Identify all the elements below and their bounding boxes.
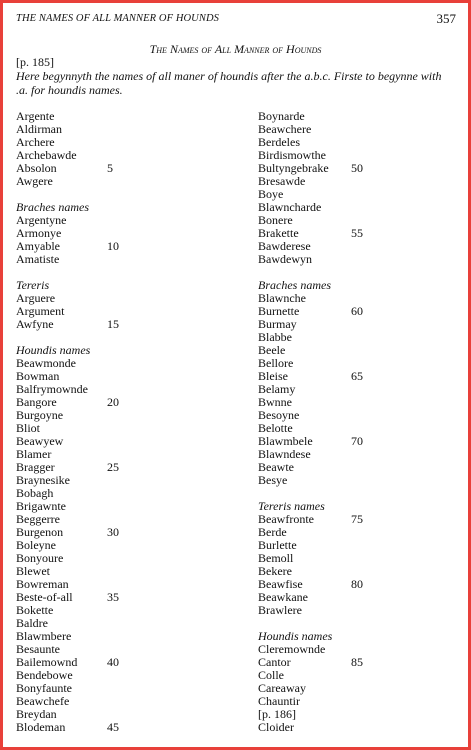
item-text: Blabbe (258, 330, 292, 344)
line-number: 50 (351, 161, 363, 175)
page-reference: [p. 185] (16, 55, 54, 69)
item-text: Amyable (16, 239, 60, 253)
list-item (258, 253, 332, 266)
item-text: Breydan (16, 707, 57, 721)
item-text: Bresawde (258, 174, 306, 188)
item-text: Bultyngebrake (258, 161, 329, 175)
item-text: Bonere (258, 213, 293, 227)
item-text: Besoyne (258, 408, 300, 422)
item-text: Baldre (16, 616, 48, 630)
item-text: Berdeles (258, 135, 300, 149)
item-text: Argente (16, 109, 55, 123)
item-text: Braches names (16, 200, 89, 214)
line-number: 75 (351, 512, 363, 526)
item-text: Beele (258, 343, 286, 357)
item-text: Colle (258, 668, 284, 682)
item-text: Beste-of-all (16, 590, 73, 604)
item-text: Argentyne (16, 213, 67, 227)
item-text: Houndis names (258, 629, 333, 643)
item-text: Beawchefe (16, 694, 70, 708)
right-column (258, 109, 363, 734)
item-text: Blawncharde (258, 200, 322, 214)
line-number: 30 (107, 525, 119, 539)
line-number: 15 (107, 317, 119, 331)
item-text: Birdismowthe (258, 148, 326, 162)
item-text: Brawlere (258, 603, 302, 617)
item-text: Blewet (16, 564, 50, 578)
line-number: 65 (351, 369, 363, 383)
line-number: 25 (107, 460, 119, 474)
item-text: Belotte (258, 421, 293, 435)
item-text: Blawmbere (16, 629, 72, 643)
item-text: Aldirman (16, 122, 62, 136)
item-text: Blawnche (258, 291, 306, 305)
item-text: Bobagh (16, 486, 54, 500)
line-number: 20 (107, 395, 119, 409)
item-text: Bellore (258, 356, 294, 370)
intro-paragraph: Here begynnyth the names of all maner of houndis after the a.b.c. Firste to begynne with .a. for houndis names. (16, 69, 442, 97)
list-item (16, 175, 90, 188)
item-text: Burnette (258, 304, 300, 318)
item-text: Bowreman (16, 577, 69, 591)
item-text: Blamer (16, 447, 52, 461)
item-text: Brigawnte (16, 499, 66, 513)
item-text: Blodeman (16, 720, 66, 734)
list-item (16, 317, 119, 331)
item-text: Bragger (16, 460, 55, 474)
item-text: Burmay (258, 317, 297, 331)
item-text: Besye (258, 473, 288, 487)
item-text: Bawdewyn (258, 252, 312, 266)
line-number: 70 (351, 434, 363, 448)
item-text: Arguere (16, 291, 56, 305)
item-text: Beawkane (258, 590, 308, 604)
item-text: Careaway (258, 681, 306, 695)
list-item (258, 604, 332, 617)
line-number: 55 (351, 226, 363, 240)
item-text: Argument (16, 304, 65, 318)
item-text: Bendebowe (16, 668, 73, 682)
page-number: 357 (436, 11, 456, 26)
item-text: Amatiste (16, 252, 60, 266)
line-number: 35 (107, 590, 119, 604)
item-text: Beawmonde (16, 356, 76, 370)
item-text: Tereris (16, 278, 50, 292)
item-text: [p. 186] (258, 707, 296, 721)
item-text: Beawfise (258, 577, 303, 591)
item-text: Armonye (16, 226, 62, 240)
item-text: Burlette (258, 538, 297, 552)
list-item (258, 721, 332, 734)
item-text: Chauntir (258, 694, 300, 708)
item-text: Beawchere (258, 122, 312, 136)
item-text: Beggerre (16, 512, 60, 526)
item-text: Berde (258, 525, 287, 539)
list-item (16, 720, 119, 734)
item-text: Beawyew (16, 434, 64, 448)
item-text: Braynesike (16, 473, 70, 487)
item-text: Bemoll (258, 551, 294, 565)
item-text: Cleremownde (258, 642, 326, 656)
item-text: Beawte (258, 460, 294, 474)
line-number: 80 (351, 577, 363, 591)
item-text: Bowman (16, 369, 60, 383)
item-text: Besaunte (16, 642, 60, 656)
item-text: Boye (258, 187, 284, 201)
item-text: Bliot (16, 421, 41, 435)
line-number: 60 (351, 304, 363, 318)
line-number: 40 (107, 655, 119, 669)
item-text: Belamy (258, 382, 296, 396)
item-text: Absolon (16, 161, 57, 175)
item-text: Boynarde (258, 109, 305, 123)
item-text: Houndis names (16, 343, 91, 357)
item-text: Archebawde (16, 148, 77, 162)
running-head: THE NAMES OF ALL MANNER OF HOUNDS (16, 13, 219, 24)
item-text: Burgoyne (16, 408, 64, 422)
item-text: Cloider (258, 720, 294, 734)
list-item (258, 474, 332, 487)
item-text: Archere (16, 135, 55, 149)
item-text: Braches names (258, 278, 331, 292)
item-text: Bangore (16, 395, 57, 409)
item-text: Burgenon (16, 525, 64, 539)
item-text: Bwnne (258, 395, 292, 409)
list-item (16, 253, 90, 266)
item-text: Bailemownd (16, 655, 78, 669)
line-number: 45 (107, 720, 119, 734)
item-text: Awfyne (16, 317, 54, 331)
item-text: Brakette (258, 226, 299, 240)
item-text: Balfrymownde (16, 382, 88, 396)
line-number: 85 (351, 655, 363, 669)
item-text: Bokette (16, 603, 54, 617)
section-title: The Names of All Manner of Hounds (149, 42, 322, 56)
item-text: Beawfronte (258, 512, 314, 526)
item-text: Bonyfaunte (16, 681, 72, 695)
item-text: Cantor (258, 655, 291, 669)
item-text: Bleise (258, 369, 288, 383)
item-text: Bonyoure (16, 551, 64, 565)
item-text: Awgere (16, 174, 53, 188)
item-text: Tereris names (258, 499, 325, 513)
item-text: Blawmbele (258, 434, 313, 448)
item-text: Blawndese (258, 447, 311, 461)
item-text: Bekere (258, 564, 292, 578)
item-text: Boleyne (16, 538, 56, 552)
item-text: Bawderese (258, 239, 311, 253)
line-number: 5 (107, 161, 113, 175)
line-number: 10 (107, 239, 119, 253)
left-column (16, 109, 119, 734)
